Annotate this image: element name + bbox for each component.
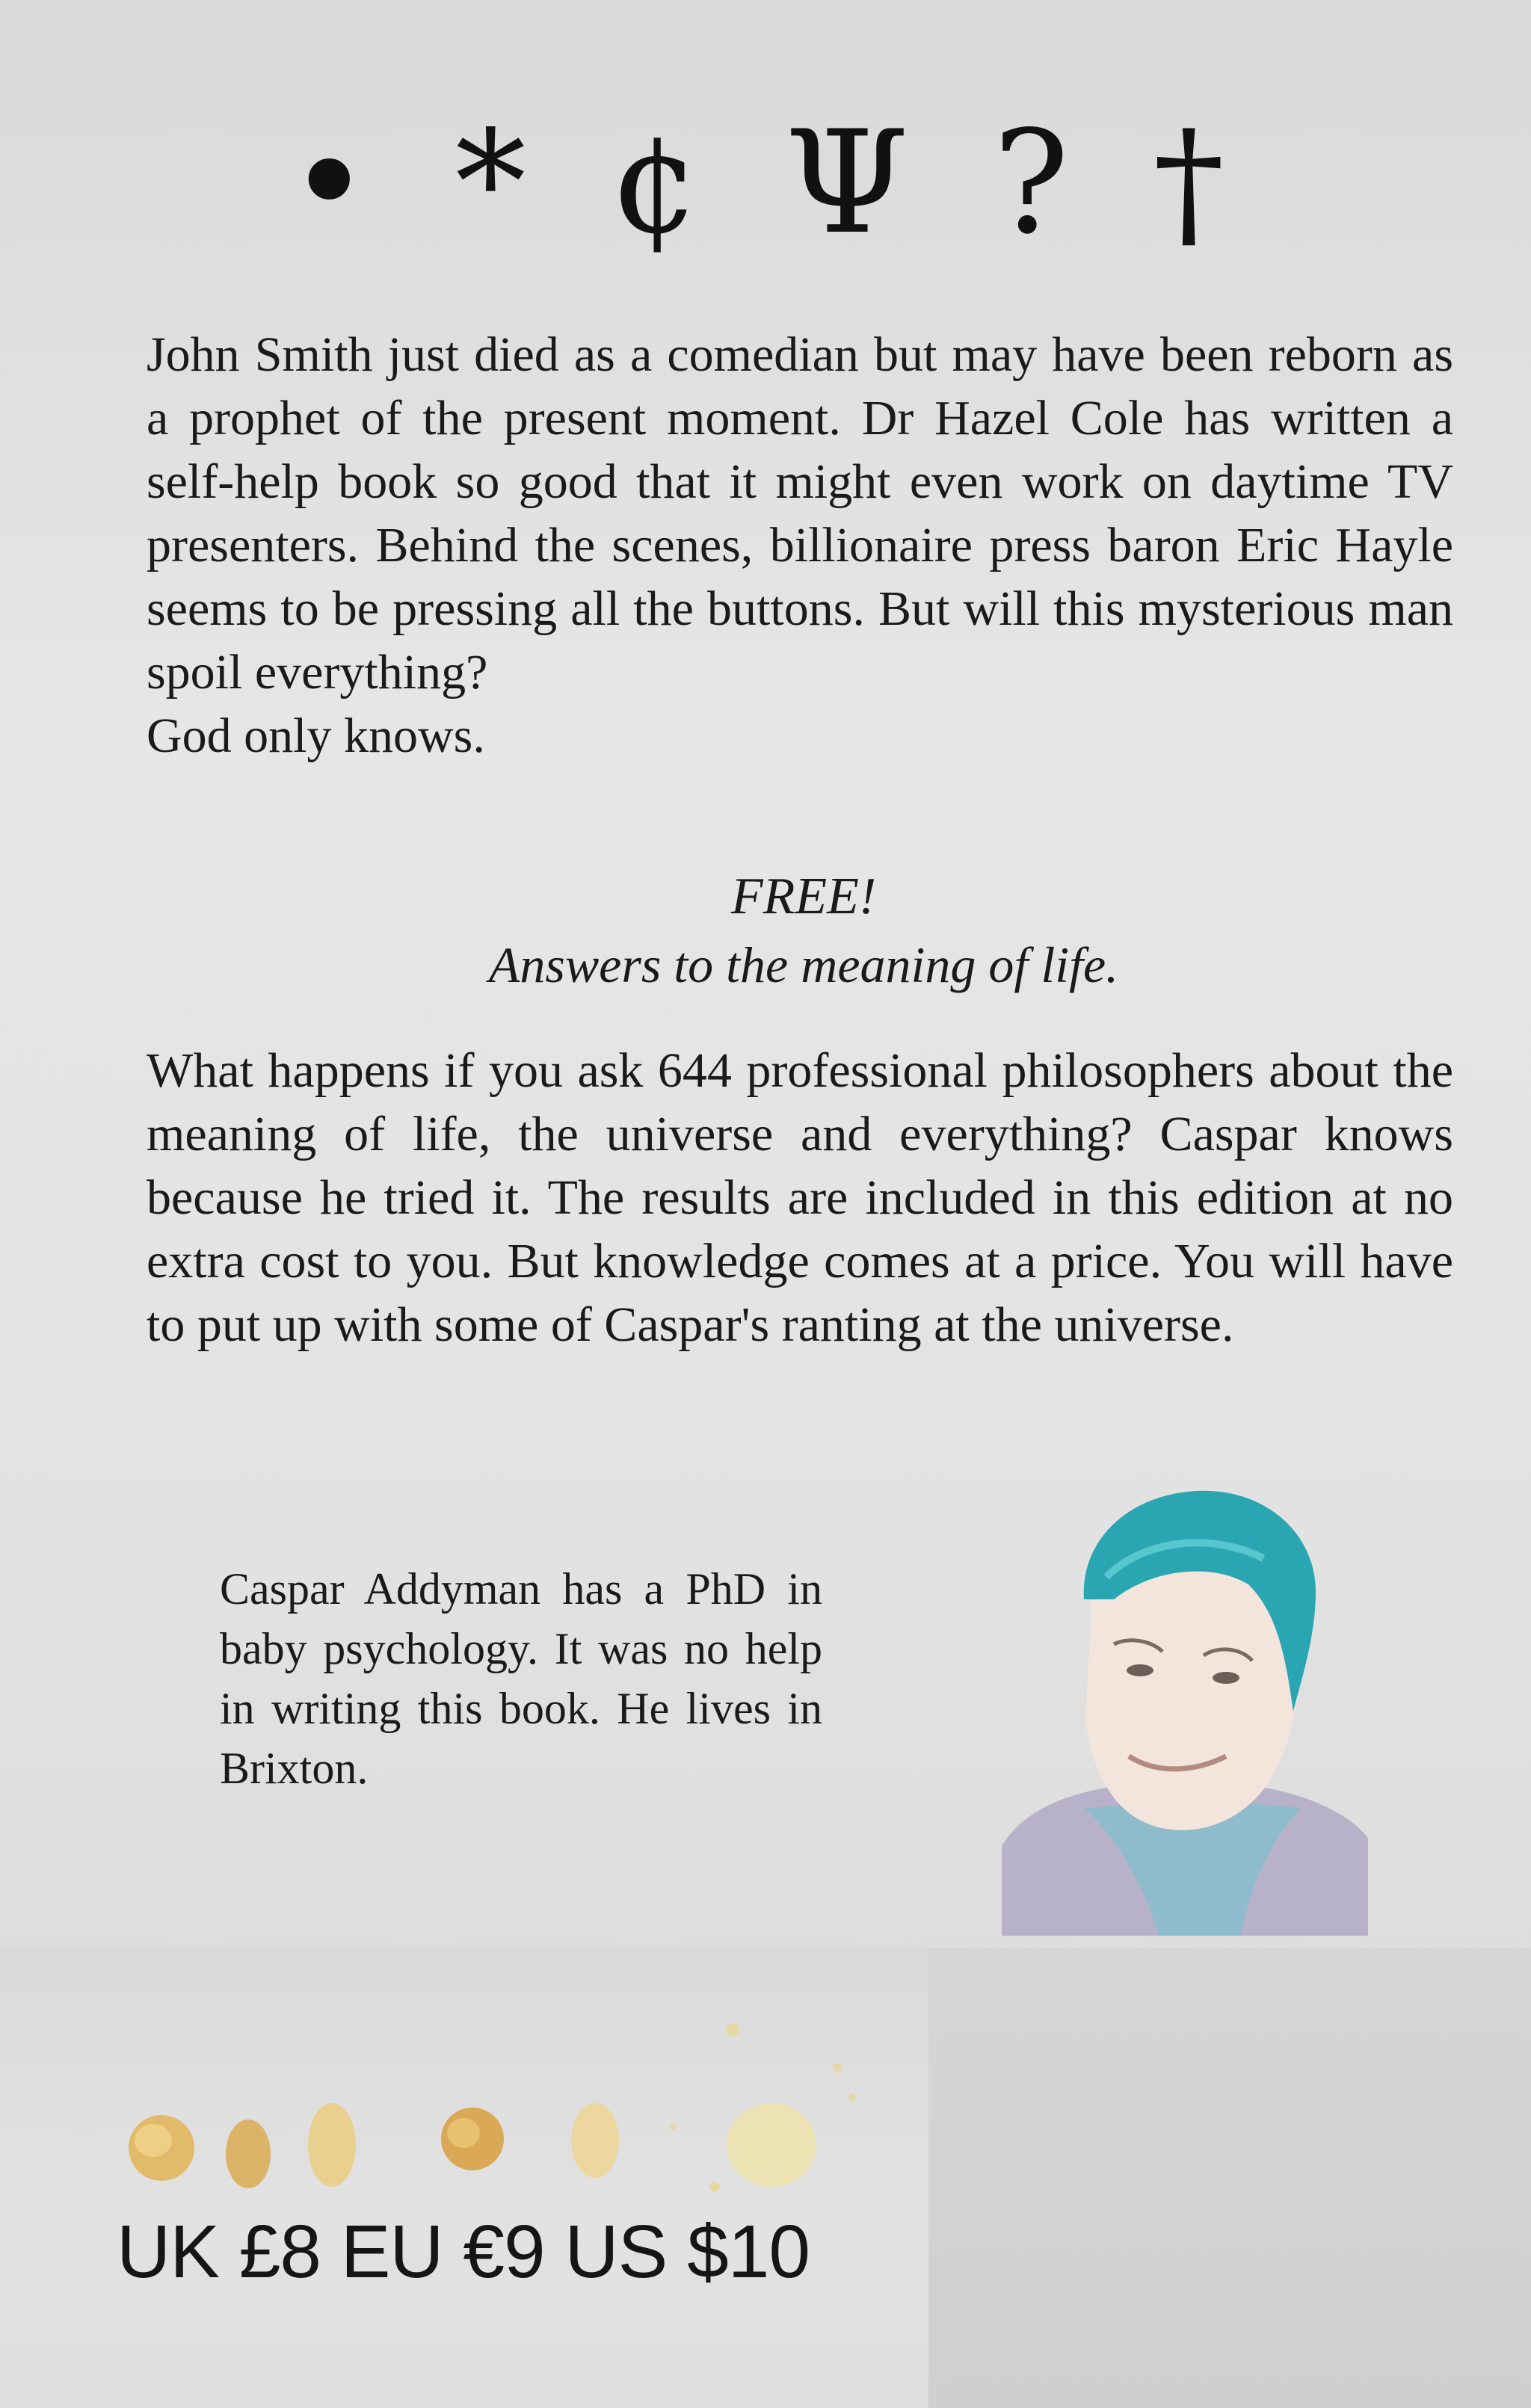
price-label: UK £8 EU €9 US $10 <box>117 2210 810 2294</box>
free-title: FREE! <box>730 868 877 925</box>
symbols-header: • * ¢ Ψ ? † <box>287 100 1244 265</box>
right-bottom-panel <box>928 1948 1531 2408</box>
blurb-paragraph-1-closing: God only knows. <box>147 708 485 763</box>
author-photo <box>1002 1487 1368 1936</box>
author-bio: Caspar Addyman has a PhD in baby psychology. It was no help in writing this book. He lives in Brixton. <box>220 1564 822 1793</box>
blurb-paragraph-1 <box>147 323 1453 768</box>
blurb-paragraph-1-text: John Smith just died as a comedian but may have been reborn as a prophet of the present moment. Dr Hazel Cole has written a self-help book so good that it might even work on daytime TV presenters. Behind the scenes, billionaire press baron Eric Hayle seems to be pressing all the buttons. But will this mysterious man spoil everything? <box>147 327 1453 700</box>
crumbs-image <box>0 1948 928 2202</box>
blurb-paragraph-2: What happens if you ask 644 professional philosophers about the meaning of life, the universe and everything? Caspar knows because he tried it. The results are included in this edition at no extra cost to you. But knowledge comes at a price. You will have to put up with some of Caspar's ranting at the universe. <box>147 1043 1453 1352</box>
free-subtitle: Answers to the meaning of life. <box>488 936 1119 993</box>
